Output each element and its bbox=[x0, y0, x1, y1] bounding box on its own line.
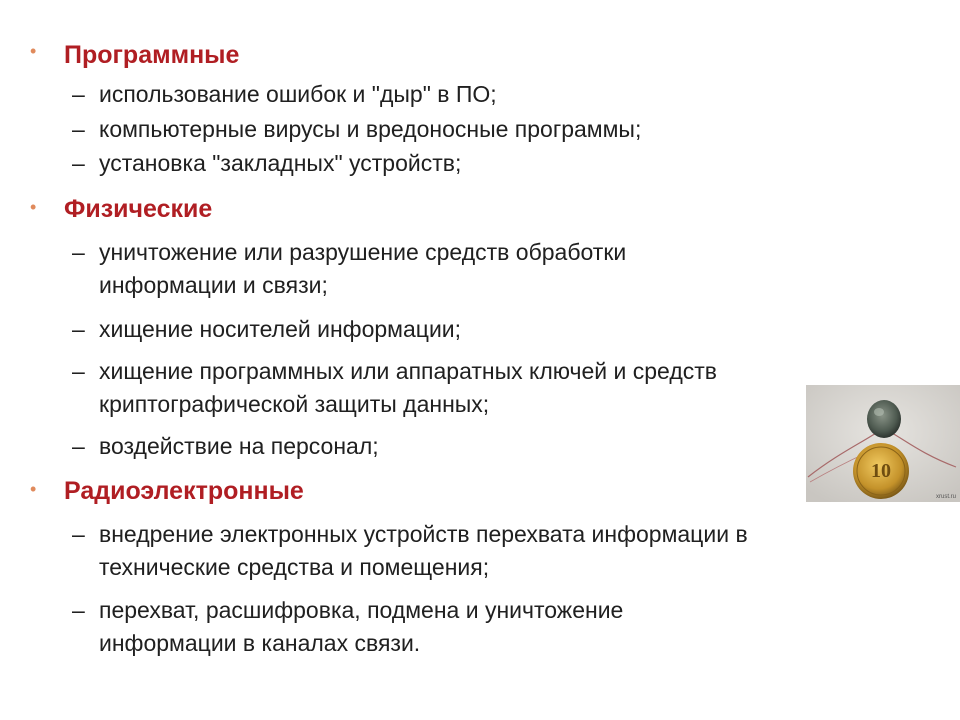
list-item bbox=[72, 594, 752, 660]
list-item bbox=[72, 147, 862, 180]
bug-device-photo bbox=[806, 385, 960, 502]
list-item bbox=[72, 518, 862, 584]
bullet-marker: • bbox=[30, 41, 37, 61]
list-item bbox=[72, 313, 862, 346]
dash-marker: – bbox=[72, 521, 85, 547]
coin-value-label: 10 bbox=[871, 460, 891, 482]
list-item bbox=[72, 355, 842, 421]
section-heading: Программные bbox=[64, 41, 240, 69]
list-item-text: перехват, расшифровка, подмена и уничтожение информации в каналах связи. bbox=[99, 597, 624, 656]
list-item-text: хищение программных или аппаратных ключей и средств криптографической защиты данных; bbox=[99, 358, 718, 417]
list-item-text: компьютерные вирусы и вредоносные программы; bbox=[99, 116, 642, 142]
dash-marker: – bbox=[72, 239, 85, 265]
bullet-marker: • bbox=[30, 197, 37, 217]
bullet-marker: • bbox=[30, 479, 37, 499]
list-item-text: уничтожение или разрушение средств обработки информации и связи; bbox=[99, 239, 627, 298]
list-item bbox=[72, 430, 862, 463]
section-heading: Радиоэлектронные bbox=[64, 477, 304, 505]
dash-marker: – bbox=[72, 116, 85, 142]
list-item-text: использование ошибок и "дыр" в ПО; bbox=[99, 81, 497, 107]
list-item bbox=[72, 113, 862, 146]
watermark-label: xrust.ru bbox=[935, 494, 956, 500]
dash-marker: – bbox=[72, 433, 85, 459]
list-item-text: внедрение электронных устройств перехвата информации в технические средства и помещения; bbox=[99, 521, 748, 580]
dash-marker: – bbox=[72, 316, 85, 342]
list-item-text: установка "закладных" устройств; bbox=[99, 150, 462, 176]
list-item bbox=[72, 236, 752, 302]
dash-marker: – bbox=[72, 358, 85, 384]
dash-marker: – bbox=[72, 81, 85, 107]
bug-device-image bbox=[806, 385, 960, 502]
list-item bbox=[72, 78, 862, 111]
dash-marker: – bbox=[72, 150, 85, 176]
list-item-text: воздействие на персонал; bbox=[99, 433, 379, 459]
list-item-text: хищение носителей информации; bbox=[99, 316, 462, 342]
dash-marker: – bbox=[72, 597, 85, 623]
section-heading: Физические bbox=[64, 195, 213, 223]
